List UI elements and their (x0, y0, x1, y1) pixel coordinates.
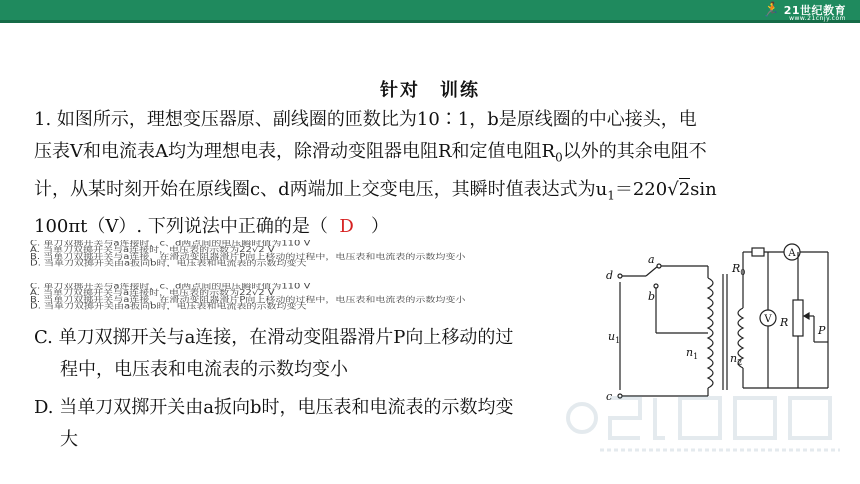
brand-logo (761, 2, 846, 22)
label-d: d (606, 269, 614, 282)
watermark-logo (540, 388, 850, 458)
question-line-1: 1. 如图所示，理想变压器原、副线圈的匝数比为10∶1，b是原线圈的中心接头，电 (34, 109, 697, 130)
label-n1: $n_1$ (686, 346, 699, 361)
label-n2: $n_2$ (730, 352, 743, 367)
label-c: c (606, 390, 613, 403)
label-r0: $R_0$ (732, 262, 746, 277)
runner-icon: 🏃 (761, 2, 780, 18)
voltmeter-icon: V (764, 314, 772, 325)
option-c: C. 单刀双掷开关与a连接，在滑动变阻器滑片P向上移动的过 程中，电压表和电流表的示数均变小 (34, 327, 514, 380)
transformer-circuit-diagram (598, 238, 846, 408)
page-title: 针对 训练 (380, 80, 480, 101)
question-line-2: 压表V和电流表A均为理想电表，除滑动变阻器电阻R和定值电阻$R_0$以外的其余电阻不 (34, 141, 707, 165)
label-b: b (648, 290, 656, 303)
header-bar (0, 0, 860, 23)
question-line-3: 计，从某时刻开始在原线圈c、d两端加上交变电压，其瞬时值表达式为$u_1=220√2\sin$ (34, 178, 717, 203)
ammeter-icon: A (788, 248, 796, 259)
label-r: R (780, 316, 789, 329)
label-u1: $u_1$ (608, 330, 621, 345)
logo-text: 21世纪教育 (783, 4, 846, 17)
option-d: D. 当单刀双掷开关由a扳向b时，电压表和电流表的示数均变 大 (34, 397, 514, 450)
garbled-options-top: C. 单刀双掷开关与a连接时，c、d两点间的电压瞬时值为110 V A. 当单刀双掷开关与a连接时，电压表的示数为22√2 V B. 当单刀双掷开关与a连接，在滑动变阻器滑片P向上移动的过程中，电压表和电流表的示数均变小 D. 当单刀双掷开关由a扳向b时，电压表和电流表的示数均变大 (30, 240, 466, 267)
question-line-4: 100πt（V）. 下列说法中正确的是（ D ） (34, 216, 389, 238)
label-a: a (648, 253, 655, 266)
garbled-options-bottom: C. 单刀双掷开关与a连接时，c、d两点间的电压瞬时值为110 V A. 当单刀双掷开关与a连接时，电压表的示数为22√2 V B. 当单刀双掷开关与a连接，在滑动变阻器滑片P向上移动的过程中，电压表和电流表的示数均变小 D. 当单刀双掷开关由a扳向b时，电压表和电流表的示数均变大 (30, 283, 466, 310)
logo-url: www.21cnjy.com (789, 15, 846, 22)
header-stripe (0, 20, 860, 23)
question-stem (34, 104, 834, 243)
answer-text: D (339, 216, 354, 238)
label-p: P (818, 324, 826, 337)
